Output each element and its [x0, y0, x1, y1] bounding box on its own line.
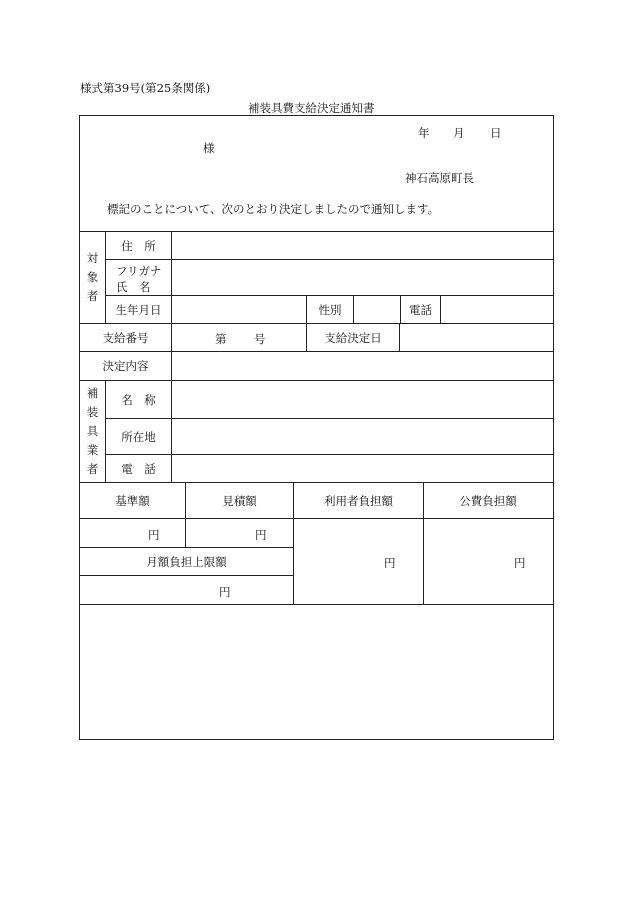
birthdate-field[interactable] — [172, 296, 306, 323]
rule-cap-label-bottom — [79, 575, 294, 576]
addressee-honorific: 様 — [203, 141, 215, 155]
estimate-amount-yen: 円 — [255, 528, 267, 542]
subject-group-char: 対 — [86, 251, 99, 265]
phone-field[interactable] — [441, 296, 552, 323]
subject-group-label — [80, 232, 105, 323]
user-burden-label: 利用者負担額 — [324, 493, 393, 508]
name-label: 氏 名 — [116, 280, 151, 294]
public-burden-label: 公費負担額 — [459, 493, 517, 508]
rule-amount-header-bottom — [79, 518, 553, 519]
monthly-cap-yen: 円 — [219, 585, 231, 599]
furigana-label: フリガナ — [116, 264, 162, 278]
address-field[interactable] — [172, 232, 552, 259]
payment-number-suffix: 号 — [254, 332, 266, 346]
date-year: 年 — [418, 126, 430, 140]
subject-group-char: 者 — [86, 289, 99, 303]
date-month: 月 — [453, 126, 465, 140]
sex-field[interactable] — [354, 296, 400, 323]
decision-content-label: 決定内容 — [102, 359, 149, 373]
decision-date-label: 支給決定日 — [324, 330, 382, 345]
payment-number-prefix: 第 — [215, 332, 227, 346]
vendor-name-label: 名 称 — [121, 392, 156, 407]
user-burden-yen: 円 — [384, 556, 396, 570]
decision-content-field[interactable] — [172, 352, 552, 380]
vendor-name-field[interactable] — [172, 381, 552, 418]
vendor-location-field[interactable] — [172, 419, 552, 454]
vendor-location-label: 所在地 — [121, 429, 156, 444]
sex-label: 性別 — [318, 302, 342, 317]
notice-body: 標記のことについて、次のとおり決定しましたので通知します。 — [107, 202, 440, 216]
name-field[interactable] — [172, 260, 552, 295]
issuer-name: 神石高原町長 — [405, 171, 474, 185]
vendor-phone-field[interactable] — [172, 455, 552, 482]
estimate-amount-label: 見積額 — [222, 493, 257, 508]
date-day: 日 — [490, 126, 502, 140]
document-title: 補装具費支給決定通知書 — [248, 101, 375, 115]
monthly-cap-label: 月額負担上限額 — [146, 554, 227, 569]
vendor-group-char: 装 — [86, 405, 99, 419]
payment-number-label: 支給番号 — [102, 330, 149, 345]
address-label: 住 所 — [121, 238, 156, 253]
birthdate-label: 生年月日 — [115, 302, 162, 317]
vendor-group-char: 具 — [86, 424, 99, 438]
standard-amount-yen: 円 — [148, 528, 160, 542]
vendor-group-char: 者 — [86, 462, 99, 476]
public-burden-yen: 円 — [514, 556, 526, 570]
phone-label: 電話 — [409, 302, 432, 317]
vendor-group-label — [80, 381, 105, 482]
remarks-area[interactable] — [80, 605, 552, 738]
vendor-group-char: 補 — [86, 386, 99, 400]
subject-group-char: 象 — [86, 270, 99, 284]
vendor-group-char: 業 — [86, 443, 99, 457]
standard-amount-label: 基準額 — [115, 493, 150, 508]
vendor-phone-label: 電 話 — [121, 461, 156, 476]
form-number: 様式第39号(第25条関係) — [80, 81, 211, 95]
decision-date-field[interactable] — [400, 324, 552, 351]
